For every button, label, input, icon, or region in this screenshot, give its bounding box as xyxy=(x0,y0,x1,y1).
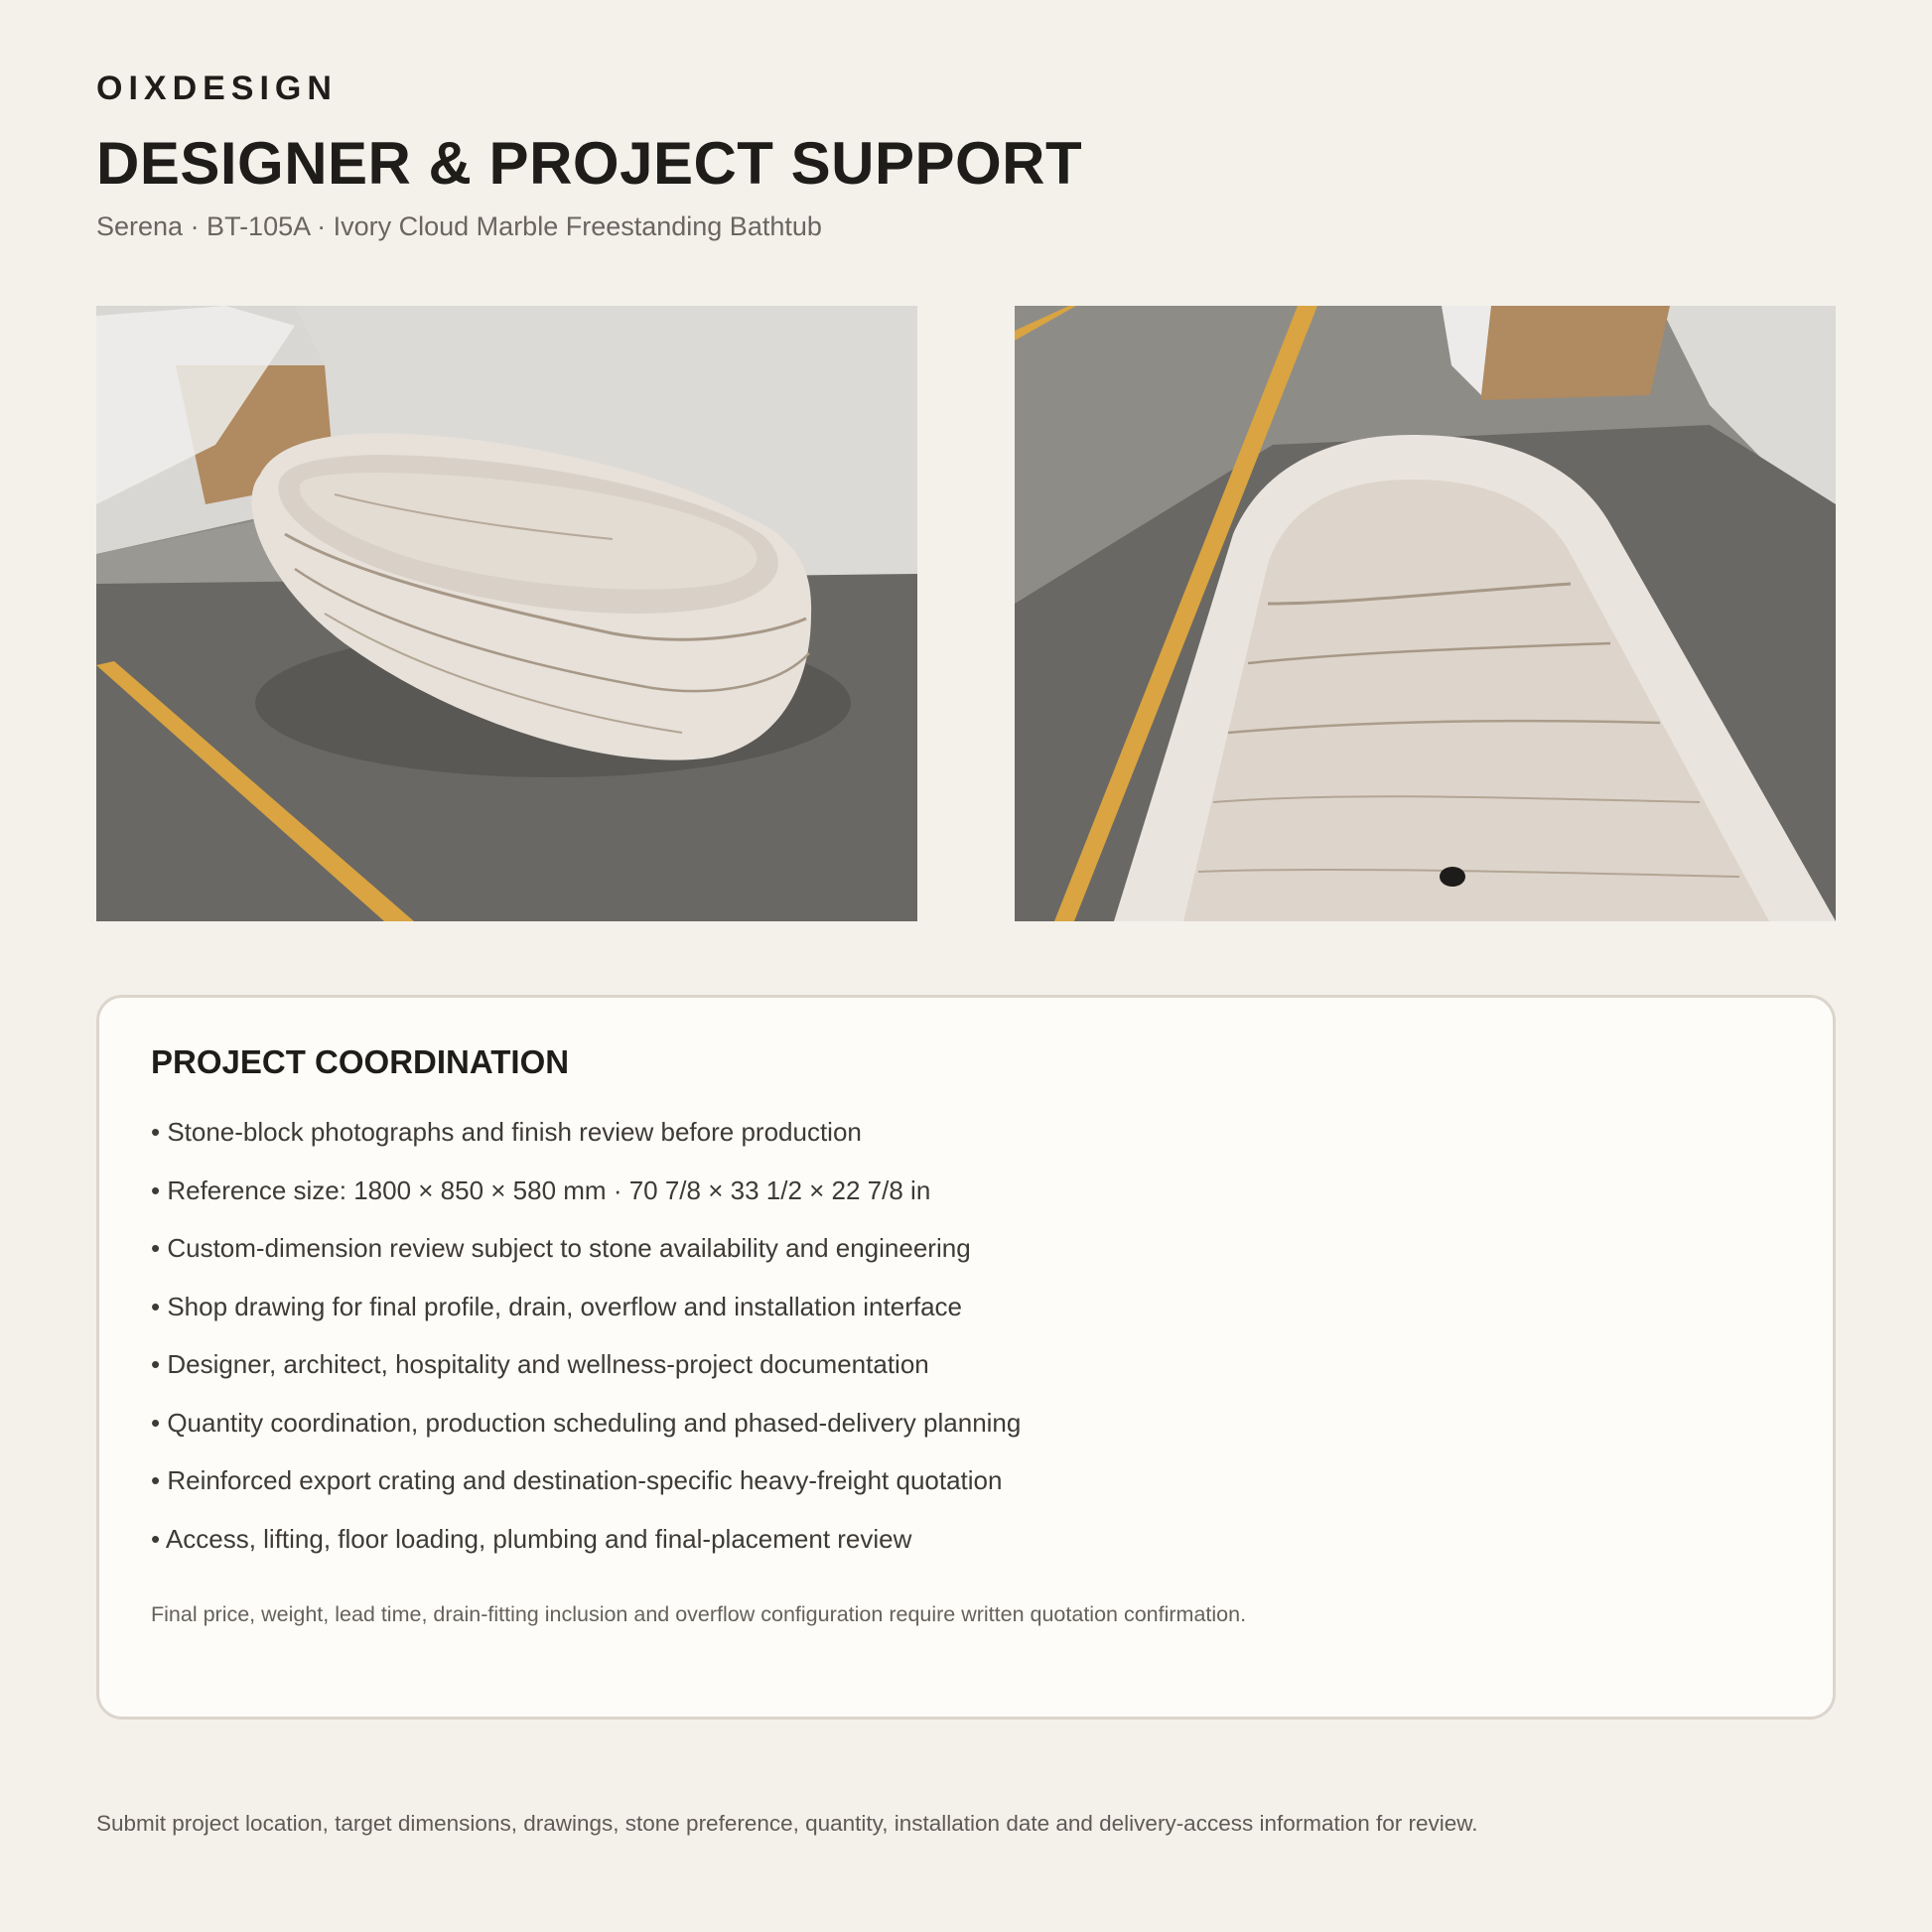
footer-instructions: Submit project location, target dimensions, drawings, stone preference, quantity, installation date and delivery-access information for review. xyxy=(96,1811,1478,1836)
product-subtitle: Serena · BT-105A · Ivory Cloud Marble Freestanding Bathtub xyxy=(96,211,822,241)
list-item: • Reinforced export crating and destination-specific heavy-freight quotation xyxy=(151,1465,1003,1495)
list-item: • Designer, architect, hospitality and wellness-project documentation xyxy=(151,1349,929,1379)
card-heading: PROJECT COORDINATION xyxy=(151,1043,570,1080)
page-title: DESIGNER & PROJECT SUPPORT xyxy=(96,130,1083,197)
coordination-list xyxy=(151,1117,1021,1582)
bathtub-interior-photo xyxy=(1015,306,1836,921)
list-item: • Quantity coordination, production scheduling and phased-delivery planning xyxy=(151,1407,1022,1438)
project-coordination-card xyxy=(96,995,1836,1720)
list-item: • Shop drawing for final profile, drain, overflow and installation interface xyxy=(151,1291,962,1321)
quotation-note: Final price, weight, lead time, drain-fitting inclusion and overflow configuration require written quotation confirmation. xyxy=(151,1602,1247,1626)
list-item: • Stone-block photographs and finish review before production xyxy=(151,1117,862,1147)
list-item: • Access, lifting, floor loading, plumbing and final-placement review xyxy=(151,1523,912,1554)
brand-logo: OIXDESIGN xyxy=(96,69,338,107)
bathtub-side-photo xyxy=(96,306,917,921)
list-item: • Reference size: 1800 × 850 × 580 mm · 70 7/8 × 33 1/2 × 22 7/8 in xyxy=(151,1174,931,1205)
list-item: • Custom-dimension review subject to stone availability and engineering xyxy=(151,1233,971,1263)
